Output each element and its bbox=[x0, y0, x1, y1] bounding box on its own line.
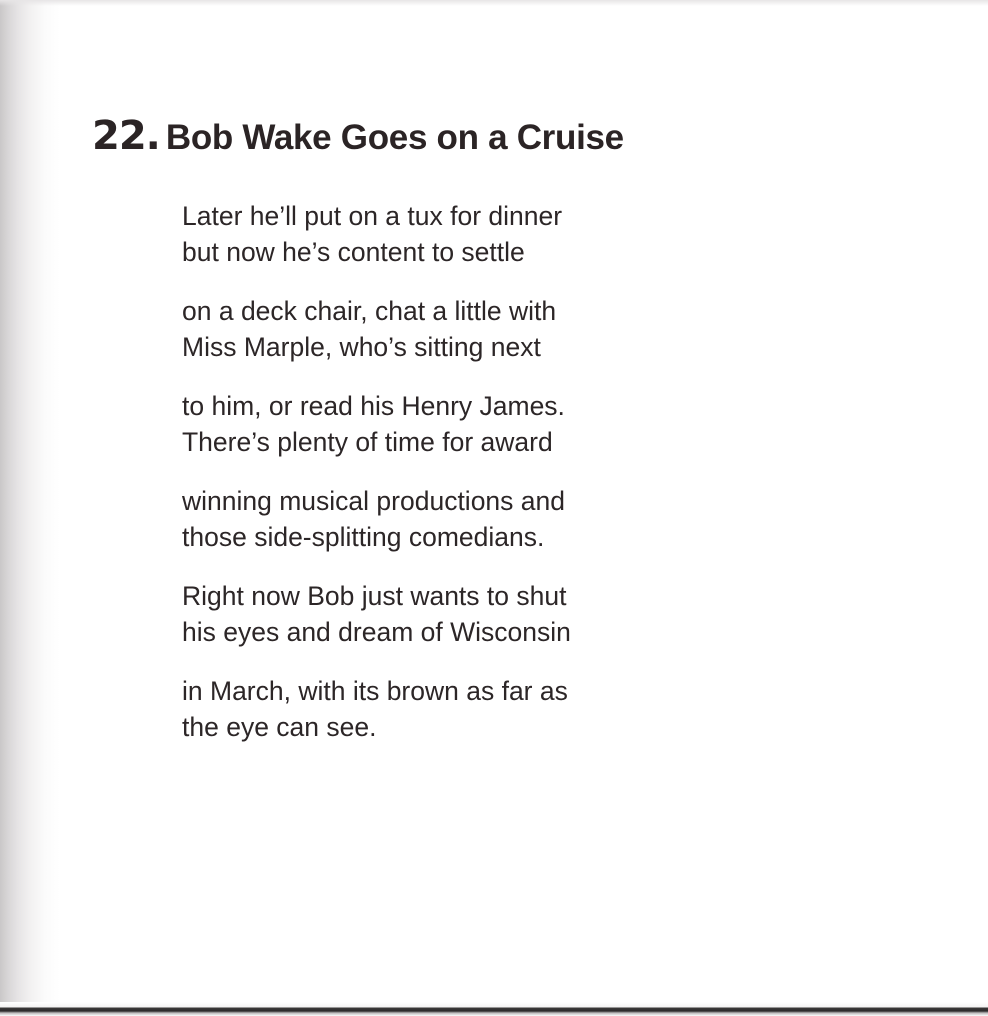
poem-line: the eye can see. bbox=[182, 712, 377, 742]
poem-title-text: Bob Wake Goes on a Cruise bbox=[165, 118, 624, 157]
poem-number: 22. bbox=[92, 113, 160, 159]
poem-body bbox=[182, 198, 662, 768]
stanza-6 bbox=[182, 673, 662, 745]
stanza-2 bbox=[182, 293, 662, 365]
poem-line: in March, with its brown as far as bbox=[182, 676, 568, 706]
poem-title bbox=[92, 113, 624, 159]
poem-line: There’s plenty of time for award bbox=[182, 427, 553, 457]
poem-line: to him, or read his Henry James. bbox=[182, 391, 565, 421]
stanza-4 bbox=[182, 483, 662, 555]
stanza-1 bbox=[182, 198, 662, 270]
poem-line: Miss Marple, who’s sitting next bbox=[182, 332, 541, 362]
stanza-5 bbox=[182, 578, 662, 650]
poem-line: Later he’ll put on a tux for dinner bbox=[182, 201, 563, 231]
top-shadow bbox=[0, 0, 988, 6]
page-bottom-edge bbox=[0, 1002, 988, 1016]
poem-line: but now he’s content to settle bbox=[182, 237, 525, 267]
stanza-3 bbox=[182, 388, 662, 460]
poem-line: on a deck chair, chat a little with bbox=[182, 296, 557, 326]
poem-line: those side-splitting comedians. bbox=[182, 522, 545, 552]
poem-line: winning musical productions and bbox=[182, 486, 565, 516]
poem-line: his eyes and dream of Wisconsin bbox=[182, 617, 571, 647]
poem-line: Right now Bob just wants to shut bbox=[182, 581, 567, 611]
